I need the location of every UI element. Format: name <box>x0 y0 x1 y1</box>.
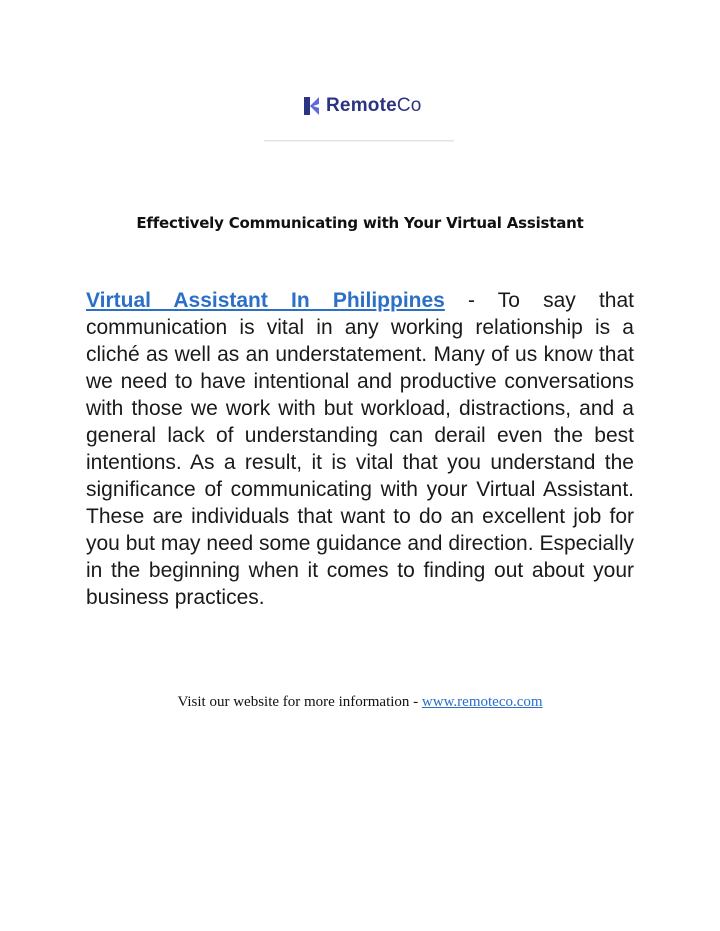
document-title: Effectively Communicating with Your Virtual Assistant <box>136 214 584 232</box>
logo-wordmark: RemoteCo <box>326 95 422 116</box>
link-separator: - <box>444 289 498 312</box>
remoteco-k-icon <box>304 97 320 115</box>
footer-note <box>0 694 720 711</box>
body-paragraph <box>86 287 634 611</box>
logo[interactable] <box>304 96 422 116</box>
logo-banner <box>264 82 454 141</box>
footer-text: Visit our website for more information - <box>177 694 422 710</box>
website-link[interactable]: www.remoteco.com <box>421 694 543 710</box>
virtual-assistant-link[interactable]: Virtual Assistant In Philippines <box>86 289 445 312</box>
paragraph-text: To say that communication is vital in any working relationship is a cliché as well as an understatement. Many of us know that we need to have intentional and productive conversations with those we work with but workload, distractions, and a general lack of understanding can derail even the best intentions. As a result, it is vital that you understand the significance of communicating with your Virtual Assistant. These are individuals that want to do an excellent job for you but may need some guidance and direction. Especially in the beginning when it comes to finding out about your business practices. <box>86 289 634 609</box>
